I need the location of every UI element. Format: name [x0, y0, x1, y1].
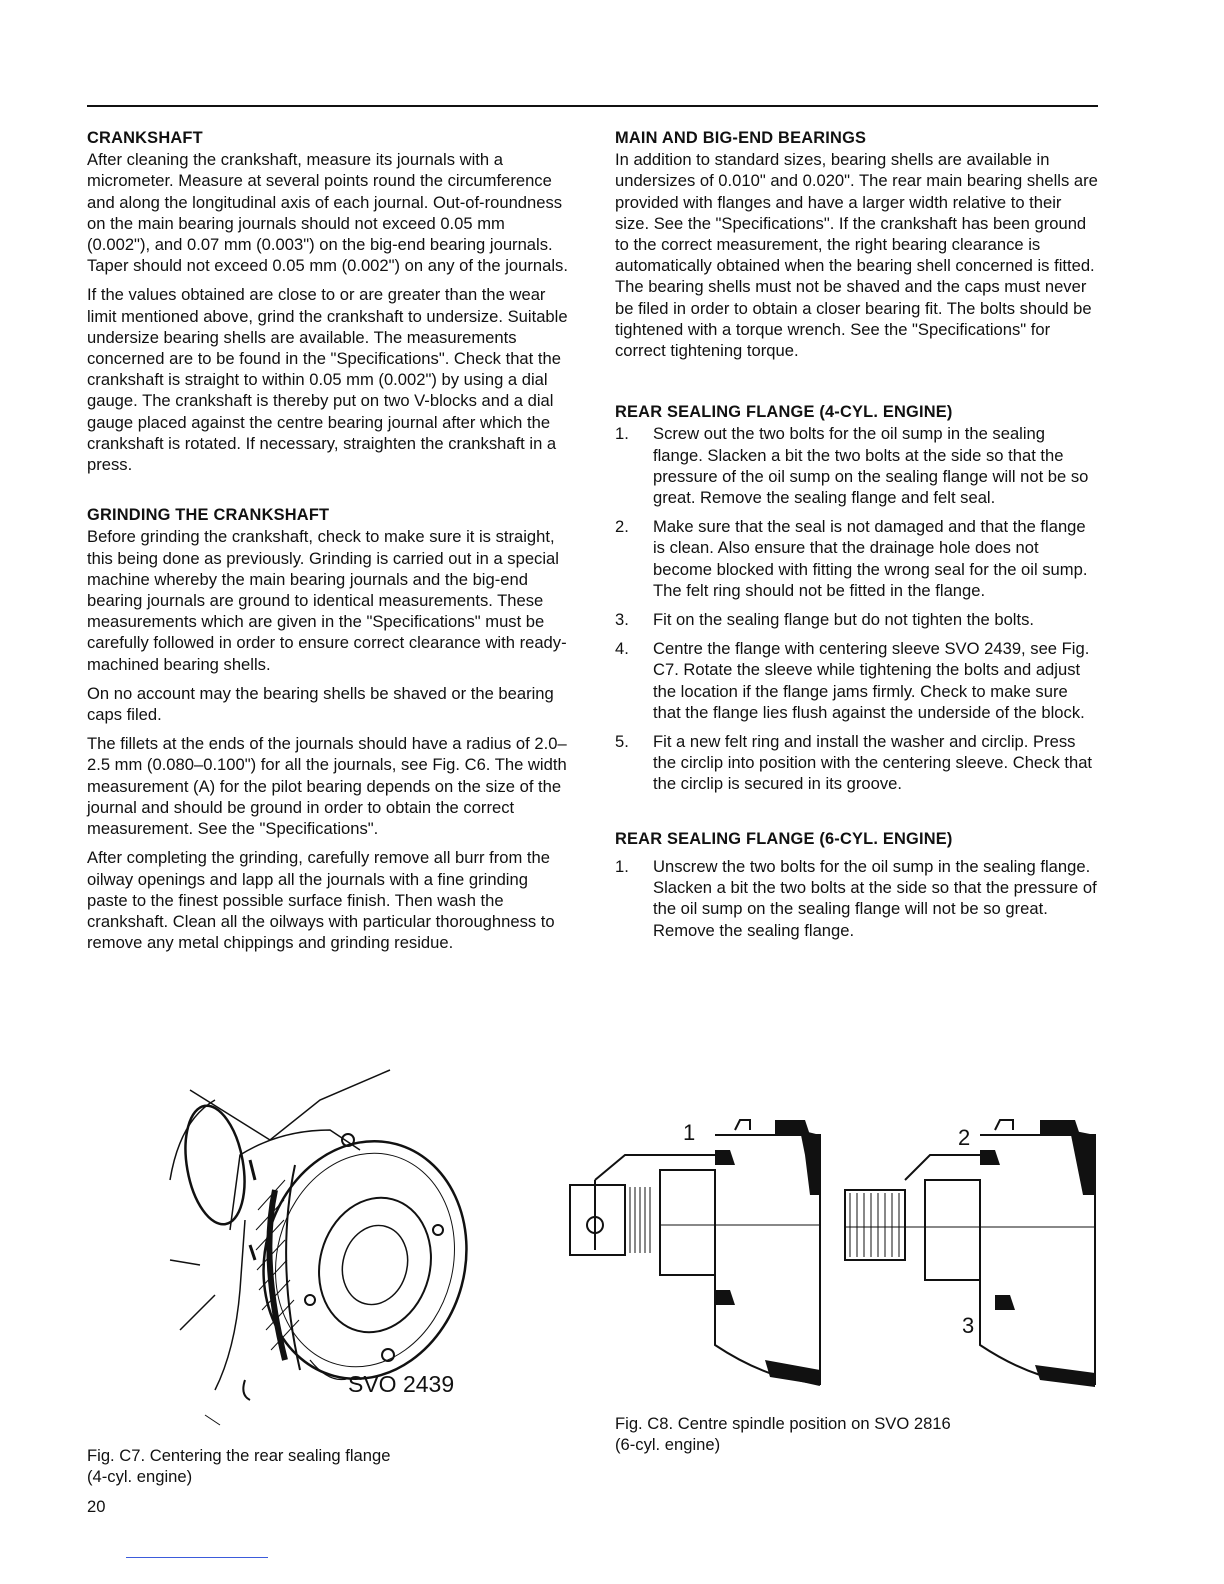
fig-c8-caption — [615, 1413, 951, 1455]
step-number: 1. — [615, 856, 629, 876]
crankshaft-heading: CRANKSHAFT — [87, 129, 203, 147]
fig-c8-label-3: 3 — [962, 1313, 975, 1338]
crankshaft-paragraph-2: If the values obtained are close to or are greater than the wear limit mentioned above, grind the crankshaft to undersize. Suitable undersize bearing shells are available. The measurements concerned are to be found in the "Specifications". Check that the crankshaft is straight to within 0.05 mm (0.002") by using a dial gauge. The crankshaft is thereby put on two V-blocks and a dial gauge placed against the centre bearing journal after which the crankshaft is rotated. If necessary, straighten the crankshaft in a press. — [87, 285, 568, 475]
list-item — [615, 609, 1098, 630]
step-number: 2. — [615, 517, 629, 537]
flange6-heading: REAR SEALING FLANGE (6-CYL. ENGINE) — [615, 829, 953, 848]
list-item — [615, 731, 1098, 795]
step-text: Screw out the two bolts for the oil sump in the sealing flange. Slacken a bit the two bolts at the side so that the pressure of the oil sump on the sealing flange will not be so great. Remove the sealing flange and felt seal. — [653, 424, 1089, 508]
bearings-paragraph: In addition to standard sizes, bearing shells are available in undersizes of 0.010" and 0.020". The rear main bearing shells are provided with flanges and have a larger width relative to their size. See the "Specifications". If the crankshaft has been ground to the correct measurement, the right bearing clearance is automatically obtained when the bearing shell concerned is fitted. The bearing shells must not be shaved and the caps must never be filed in order to obtain a closer bearing fit. The bolts should be tightened with a torque wrench. See the "Specifications" for correct tightening torque. — [615, 150, 1098, 361]
fig-c8-label-1: 1 — [683, 1120, 696, 1145]
footer-line — [126, 1557, 268, 1558]
fig-c7-caption-line-2: (4-cyl. engine) — [87, 1467, 193, 1487]
header-rule — [87, 105, 1098, 107]
grinding-paragraph-1: Before grinding the crankshaft, check to make sure it is straight, this being done as previously. Grinding is carried out in a special machine whereby the main bearing journals and the big-end bearing journals are ground to identical measurements. These measurements which are given in the "Specifications" must be carefully followed in order to ensure correct clearance with ready-machined bearing shells. — [87, 527, 567, 674]
fig-c8-caption-line-2: (6-cyl. engine) — [615, 1435, 721, 1455]
fig-c7-caption — [87, 1445, 390, 1487]
fig-c8-label-2: 2 — [958, 1125, 971, 1150]
step-number: 4. — [615, 639, 629, 659]
flange6-steps — [615, 856, 1098, 941]
flange4-steps — [615, 423, 1098, 794]
list-item — [615, 423, 1098, 508]
step-text: Make sure that the seal is not damaged and that the flange is clean. Also ensure that the drainage hole does not become blocked with fitting the wrong seal for the oil sump. The felt ring should not be fitted in the flange. — [653, 517, 1088, 600]
list-item — [615, 516, 1098, 601]
list-item — [615, 856, 1098, 941]
step-text: Fit on the sealing flange but do not tighten the bolts. — [653, 610, 1034, 630]
crankshaft-paragraph-1: After cleaning the crankshaft, measure its journals with a micrometer. Measure at several points round the circumference and along the longitudinal axis of each journal. Out-of-roundness on the main bearing journals should not exceed 0.05 mm (0.002"), and 0.07 mm (0.003") on the big-end bearing journals. Taper should not exceed 0.05 mm (0.002") on any of the journals. — [87, 150, 568, 276]
grinding-heading: GRINDING THE CRANKSHAFT — [87, 506, 330, 525]
fig-c7-caption-line-1: Fig. C7. Centering the rear sealing flange — [87, 1446, 391, 1465]
step-text: Unscrew the two bolts for the oil sump in the sealing flange. Slacken a bit the two bolts at the side so that the pressure of the oil sump on the sealing flange will not be so great. Remove the sealing flange. — [653, 856, 1097, 940]
grinding-paragraph-3: The fillets at the ends of the journals should have a radius of 2.0–2.5 mm (0.080–0.100") for all the journals, see Fig. C6. The width measurement (A) for the pilot bearing depends on the size of the journal and should be ground in order to obtain the correct measurement. See the "Specifications". — [87, 734, 567, 839]
fig-c7-illustration — [160, 1060, 480, 1435]
right-column — [615, 128, 1098, 949]
fig-c8-caption-line-1: Fig. C8. Centre spindle position on SVO 2816 — [615, 1414, 951, 1433]
step-number: 5. — [615, 732, 629, 752]
left-column — [87, 128, 571, 961]
bearings-heading: MAIN AND BIG-END BEARINGS — [615, 129, 867, 147]
fig-c7-tool-label: SVO 2439 — [348, 1371, 455, 1397]
flange4-heading: REAR SEALING FLANGE (4-CYL. ENGINE) — [615, 403, 953, 422]
step-number: 3. — [615, 610, 629, 630]
fig-c8-illustration — [565, 1115, 1105, 1390]
list-item — [615, 638, 1098, 723]
step-text: Fit a new felt ring and install the washer and circlip. Press the circlip into position with the centering sleeve. Check that the circlip is secured in its groove. — [653, 732, 1093, 794]
step-number: 1. — [615, 424, 629, 444]
step-text: Centre the flange with centering sleeve SVO 2439, see Fig. C7. Rotate the sleeve while tightening the bolts and adjust the location if the flange jams firmly. Check to make sure that the flange lies flush against the underside of the block. — [653, 639, 1090, 722]
page-number: 20 — [87, 1497, 106, 1516]
grinding-paragraph-2: On no account may the bearing shells be shaved or the bearing caps filed. — [87, 683, 554, 725]
grinding-paragraph-4: After completing the grinding, carefully remove all burr from the oilway openings and lapp all the journals with a fine grinding paste to the finest possible surface finish. Then wash the crankshaft. Clean all the oilways with particular thoroughness to remove any metal chippings and grinding residue. — [87, 848, 555, 953]
